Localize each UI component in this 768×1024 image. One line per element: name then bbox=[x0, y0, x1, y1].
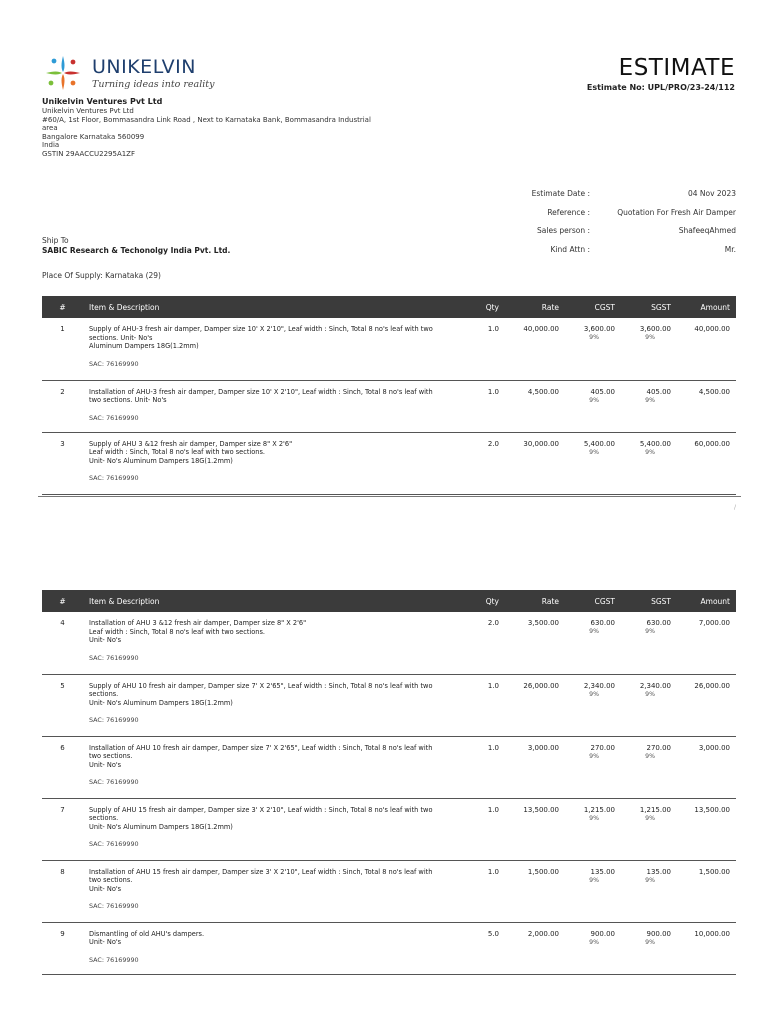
item-sgst-percent: 9% bbox=[645, 628, 655, 635]
item-sgst-amount: 2,340.00 bbox=[639, 681, 671, 690]
item-sac-code: SAC: 76169990 bbox=[89, 413, 139, 422]
meta-label: Sales person : bbox=[537, 226, 590, 235]
item-description-line: two sections. bbox=[89, 876, 133, 885]
item-sgst-amount: 5,400.00 bbox=[639, 439, 671, 448]
item-description bbox=[83, 380, 463, 432]
company-name: Unikelvin Ventures Pvt Ltd bbox=[42, 107, 134, 115]
item-qty: 1.0 bbox=[463, 380, 505, 432]
item-sgst bbox=[621, 432, 677, 494]
table-row bbox=[42, 736, 736, 798]
item-number: 2 bbox=[42, 380, 83, 432]
item-sac-code: SAC: 76169990 bbox=[89, 778, 139, 787]
item-description bbox=[83, 318, 463, 380]
logo-name: UNIKELVIN bbox=[92, 56, 196, 78]
item-amount: 7,000.00 bbox=[677, 612, 736, 674]
item-qty: 1.0 bbox=[463, 318, 505, 380]
item-cgst-percent: 9% bbox=[589, 938, 599, 946]
logo-tagline: Turning ideas into reality bbox=[92, 79, 215, 90]
item-description-line: Installation of AHU 10 fresh air damper, Damper size 7' X 2'65", Leaf width : Sinch, Total 8 no's leaf with bbox=[89, 743, 433, 752]
item-description-line: Unit- No's Aluminum Dampers 18G(1.2mm) bbox=[89, 822, 233, 831]
meta-row-reference bbox=[470, 208, 736, 227]
item-number: 4 bbox=[42, 612, 83, 674]
header-num: # bbox=[42, 590, 83, 612]
item-sgst-percent: 9% bbox=[645, 448, 655, 456]
company-logo bbox=[42, 52, 215, 94]
item-rate: 2,000.00 bbox=[505, 922, 565, 974]
item-amount: 1,500.00 bbox=[677, 860, 736, 922]
item-sgst bbox=[621, 860, 677, 922]
item-cgst bbox=[565, 674, 621, 736]
item-description bbox=[83, 860, 463, 922]
item-sgst bbox=[621, 318, 677, 380]
item-rate: 3,500.00 bbox=[505, 612, 565, 674]
item-sac-code: SAC: 76169990 bbox=[89, 902, 139, 911]
item-sgst-amount: 630.00 bbox=[646, 619, 671, 627]
item-description-line: two sections. bbox=[89, 752, 133, 761]
estimate-meta bbox=[470, 189, 736, 263]
item-rate: 1,500.00 bbox=[505, 860, 565, 922]
item-description-line: Aluminum Dampers 18G(1.2mm) bbox=[89, 342, 199, 351]
document-title: ESTIMATE bbox=[618, 55, 735, 81]
item-cgst-amount: 5,400.00 bbox=[583, 439, 615, 448]
item-cgst-percent: 9% bbox=[589, 752, 599, 760]
item-sgst bbox=[621, 674, 677, 736]
header-cgst: CGST bbox=[565, 296, 621, 318]
item-description-line: Unit- No's Aluminum Dampers 18G(1.2mm) bbox=[89, 456, 233, 465]
item-description-line: Installation of AHU-3 fresh air damper, Damper size 10' X 2'10", Leaf width : Sinch, Total 8 no's leaf with bbox=[89, 387, 433, 396]
ship-to-label: Ship To bbox=[42, 236, 69, 245]
item-description-line: Supply of AHU 3 &12 fresh air damper, Damper size 8" X 2'6" bbox=[89, 439, 293, 448]
item-sac-code: SAC: 76169990 bbox=[89, 955, 139, 964]
item-cgst bbox=[565, 318, 621, 380]
item-sgst-amount: 405.00 bbox=[646, 387, 671, 396]
header-sgst: SGST bbox=[621, 296, 677, 318]
table-row bbox=[42, 674, 736, 736]
meta-label: Kind Attn : bbox=[550, 244, 590, 254]
item-description-line: two sections. Unit- No's bbox=[89, 396, 167, 405]
item-description bbox=[83, 432, 463, 494]
item-description bbox=[83, 922, 463, 974]
item-cgst bbox=[565, 922, 621, 974]
item-cgst-amount: 270.00 bbox=[590, 743, 615, 752]
company-city: Bangalore Karnataka 560099 bbox=[42, 132, 145, 141]
item-amount: 10,000.00 bbox=[677, 922, 736, 974]
item-qty: 1.0 bbox=[463, 860, 505, 922]
item-number: 1 bbox=[42, 318, 83, 380]
meta-row-date bbox=[470, 189, 736, 208]
page-mark: / bbox=[734, 504, 737, 511]
item-number: 7 bbox=[42, 798, 83, 860]
item-cgst-amount: 405.00 bbox=[590, 387, 615, 396]
meta-row-salesperson bbox=[470, 226, 736, 245]
meta-label: Reference : bbox=[547, 207, 590, 217]
item-number: 6 bbox=[42, 736, 83, 798]
item-description-line: sections. Unit- No's bbox=[89, 333, 153, 342]
item-sgst-percent: 9% bbox=[645, 876, 655, 884]
header-qty: Qty bbox=[463, 590, 505, 612]
table-header-row bbox=[42, 590, 736, 612]
item-description-line: sections. bbox=[89, 814, 119, 823]
item-cgst-amount: 630.00 bbox=[590, 619, 615, 627]
item-sac-code: SAC: 76169990 bbox=[89, 716, 139, 725]
item-sgst-percent: 9% bbox=[645, 396, 655, 404]
item-cgst-percent: 9% bbox=[589, 396, 599, 404]
item-sac-code: SAC: 76169990 bbox=[89, 474, 139, 483]
item-description bbox=[83, 798, 463, 860]
item-description-line: Leaf width : Sinch, Total 8 no's leaf with two sections. bbox=[89, 627, 266, 636]
item-amount: 26,000.00 bbox=[677, 674, 736, 736]
unikelvin-logo-icon bbox=[42, 52, 84, 94]
item-description-line: Installation of AHU 3 &12 fresh air damper, Damper size 8" X 2'6" bbox=[89, 619, 307, 627]
table-header-row bbox=[42, 296, 736, 318]
item-sgst-amount: 900.00 bbox=[646, 929, 671, 938]
meta-value: Quotation For Fresh Air Damper bbox=[617, 207, 736, 217]
estimate-number: Estimate No: UPL/PRO/23-24/112 bbox=[586, 83, 735, 92]
item-sac-code: SAC: 76169990 bbox=[89, 653, 139, 662]
table-row bbox=[42, 860, 736, 922]
item-rate: 26,000.00 bbox=[505, 674, 565, 736]
item-qty: 1.0 bbox=[463, 798, 505, 860]
item-qty: 2.0 bbox=[463, 612, 505, 674]
item-sgst-amount: 1,215.00 bbox=[639, 805, 671, 814]
header-rate: Rate bbox=[505, 296, 565, 318]
item-number: 8 bbox=[42, 860, 83, 922]
company-address-block bbox=[42, 97, 402, 159]
place-of-supply: Place Of Supply: Karnataka (29) bbox=[42, 271, 161, 280]
item-cgst-amount: 135.00 bbox=[590, 867, 615, 876]
item-number: 9 bbox=[42, 922, 83, 974]
item-description bbox=[83, 612, 463, 674]
page-end-rule bbox=[38, 496, 741, 497]
header-sgst: SGST bbox=[621, 590, 677, 612]
header-cgst: CGST bbox=[565, 590, 621, 612]
item-amount: 4,500.00 bbox=[677, 380, 736, 432]
item-sgst-percent: 9% bbox=[645, 938, 655, 946]
company-address-line1: #60/A, 1st Floor, Bommasandra Link Road , Next to Karnataka Bank, Bommasandra Industrial bbox=[42, 115, 371, 124]
item-sgst-amount: 270.00 bbox=[646, 743, 671, 752]
item-description-line: sections. bbox=[89, 690, 119, 699]
item-sgst-percent: 9% bbox=[645, 752, 655, 760]
table-row bbox=[42, 612, 736, 674]
item-cgst-amount: 3,600.00 bbox=[583, 325, 615, 333]
meta-value: ShafeeqAhmed bbox=[678, 226, 736, 235]
table-row bbox=[42, 380, 736, 432]
item-cgst bbox=[565, 380, 621, 432]
item-sac-code: SAC: 76169990 bbox=[89, 840, 139, 849]
item-description-line: Unit- No's bbox=[89, 884, 122, 893]
item-sgst-amount: 3,600.00 bbox=[639, 325, 671, 333]
item-description-line: Installation of AHU 15 fresh air damper, Damper size 3' X 2'10", Leaf width : Sinch, Total 8 no's leaf with bbox=[89, 867, 433, 876]
ship-to-block bbox=[42, 236, 230, 255]
item-sgst-percent: 9% bbox=[645, 334, 655, 341]
meta-value: 04 Nov 2023 bbox=[687, 189, 736, 198]
header-amount: Amount bbox=[677, 590, 736, 612]
item-description-line: Supply of AHU 10 fresh air damper, Damper size 7' X 2'65", Leaf width : Sinch, Total 8 no's leaf with two bbox=[89, 681, 433, 690]
item-description-line: Unit- No's bbox=[89, 938, 122, 947]
item-description-line: Dismantling of old AHU's dampers. bbox=[89, 929, 205, 938]
item-description-line: Unit- No's bbox=[89, 636, 122, 645]
items-table-page2 bbox=[42, 590, 736, 975]
item-sgst bbox=[621, 798, 677, 860]
item-qty: 1.0 bbox=[463, 736, 505, 798]
item-cgst-percent: 9% bbox=[589, 690, 599, 698]
item-amount: 13,500.00 bbox=[677, 798, 736, 860]
item-cgst bbox=[565, 432, 621, 494]
item-cgst-amount: 1,215.00 bbox=[583, 805, 615, 814]
item-rate: 13,500.00 bbox=[505, 798, 565, 860]
item-description-line: Supply of AHU-3 fresh air damper, Damper size 10' X 2'10", Leaf width : Sinch, Total 8 no's leaf with two bbox=[89, 325, 433, 333]
meta-value: Mr. bbox=[724, 244, 736, 254]
item-cgst-percent: 9% bbox=[589, 876, 599, 884]
item-rate: 3,000.00 bbox=[505, 736, 565, 798]
item-sgst bbox=[621, 612, 677, 674]
header-description: Item & Description bbox=[83, 590, 463, 612]
item-sgst-amount: 135.00 bbox=[646, 867, 671, 876]
item-rate: 30,000.00 bbox=[505, 432, 565, 494]
item-qty: 5.0 bbox=[463, 922, 505, 974]
item-amount: 3,000.00 bbox=[677, 736, 736, 798]
item-cgst bbox=[565, 798, 621, 860]
header-rate: Rate bbox=[505, 590, 565, 612]
item-amount: 60,000.00 bbox=[677, 432, 736, 494]
item-cgst-amount: 900.00 bbox=[590, 929, 615, 938]
item-description bbox=[83, 736, 463, 798]
item-rate: 4,500.00 bbox=[505, 380, 565, 432]
item-description-line: Supply of AHU 15 fresh air damper, Damper size 3' X 2'10", Leaf width : Sinch, Total 8 no's leaf with two bbox=[89, 805, 433, 814]
company-gstin: GSTIN 29AACCU2295A1ZF bbox=[42, 149, 136, 158]
meta-row-kind-attn bbox=[470, 245, 736, 264]
item-qty: 1.0 bbox=[463, 674, 505, 736]
item-number: 5 bbox=[42, 674, 83, 736]
company-name-bold: Unikelvin Ventures Pvt Ltd bbox=[42, 97, 163, 106]
item-description bbox=[83, 674, 463, 736]
meta-label: Estimate Date : bbox=[531, 189, 590, 198]
item-cgst-percent: 9% bbox=[589, 334, 599, 341]
item-description-line: Unit- No's Aluminum Dampers 18G(1.2mm) bbox=[89, 698, 233, 707]
item-sgst bbox=[621, 922, 677, 974]
item-number: 3 bbox=[42, 432, 83, 494]
items-table-page1 bbox=[42, 296, 736, 495]
item-cgst-percent: 9% bbox=[589, 448, 599, 456]
table-row bbox=[42, 318, 736, 380]
header-qty: Qty bbox=[463, 296, 505, 318]
item-description-line: Leaf width : Sinch, Total 8 no's leaf with two sections. bbox=[89, 448, 266, 457]
item-description-line: Unit- No's bbox=[89, 760, 122, 769]
table-row bbox=[42, 798, 736, 860]
header-num: # bbox=[42, 296, 83, 318]
company-country: India bbox=[42, 141, 60, 150]
item-sgst-percent: 9% bbox=[645, 690, 655, 698]
item-cgst bbox=[565, 860, 621, 922]
header-description: Item & Description bbox=[83, 296, 463, 318]
item-cgst bbox=[565, 736, 621, 798]
item-rate: 40,000.00 bbox=[505, 318, 565, 380]
item-sgst-percent: 9% bbox=[645, 814, 655, 822]
item-cgst-percent: 9% bbox=[589, 814, 599, 822]
header-amount: Amount bbox=[677, 296, 736, 318]
item-sgst bbox=[621, 736, 677, 798]
item-sgst bbox=[621, 380, 677, 432]
table-row bbox=[42, 432, 736, 494]
item-amount: 40,000.00 bbox=[677, 318, 736, 380]
table-row bbox=[42, 922, 736, 974]
item-cgst-amount: 2,340.00 bbox=[583, 681, 615, 690]
item-sac-code: SAC: 76169990 bbox=[89, 359, 139, 368]
company-address-line2: area bbox=[42, 124, 58, 133]
item-qty: 2.0 bbox=[463, 432, 505, 494]
item-cgst bbox=[565, 612, 621, 674]
item-cgst-percent: 9% bbox=[589, 628, 599, 635]
ship-to-name: SABIC Research & Techonolgy India Pvt. Ltd. bbox=[42, 246, 231, 255]
